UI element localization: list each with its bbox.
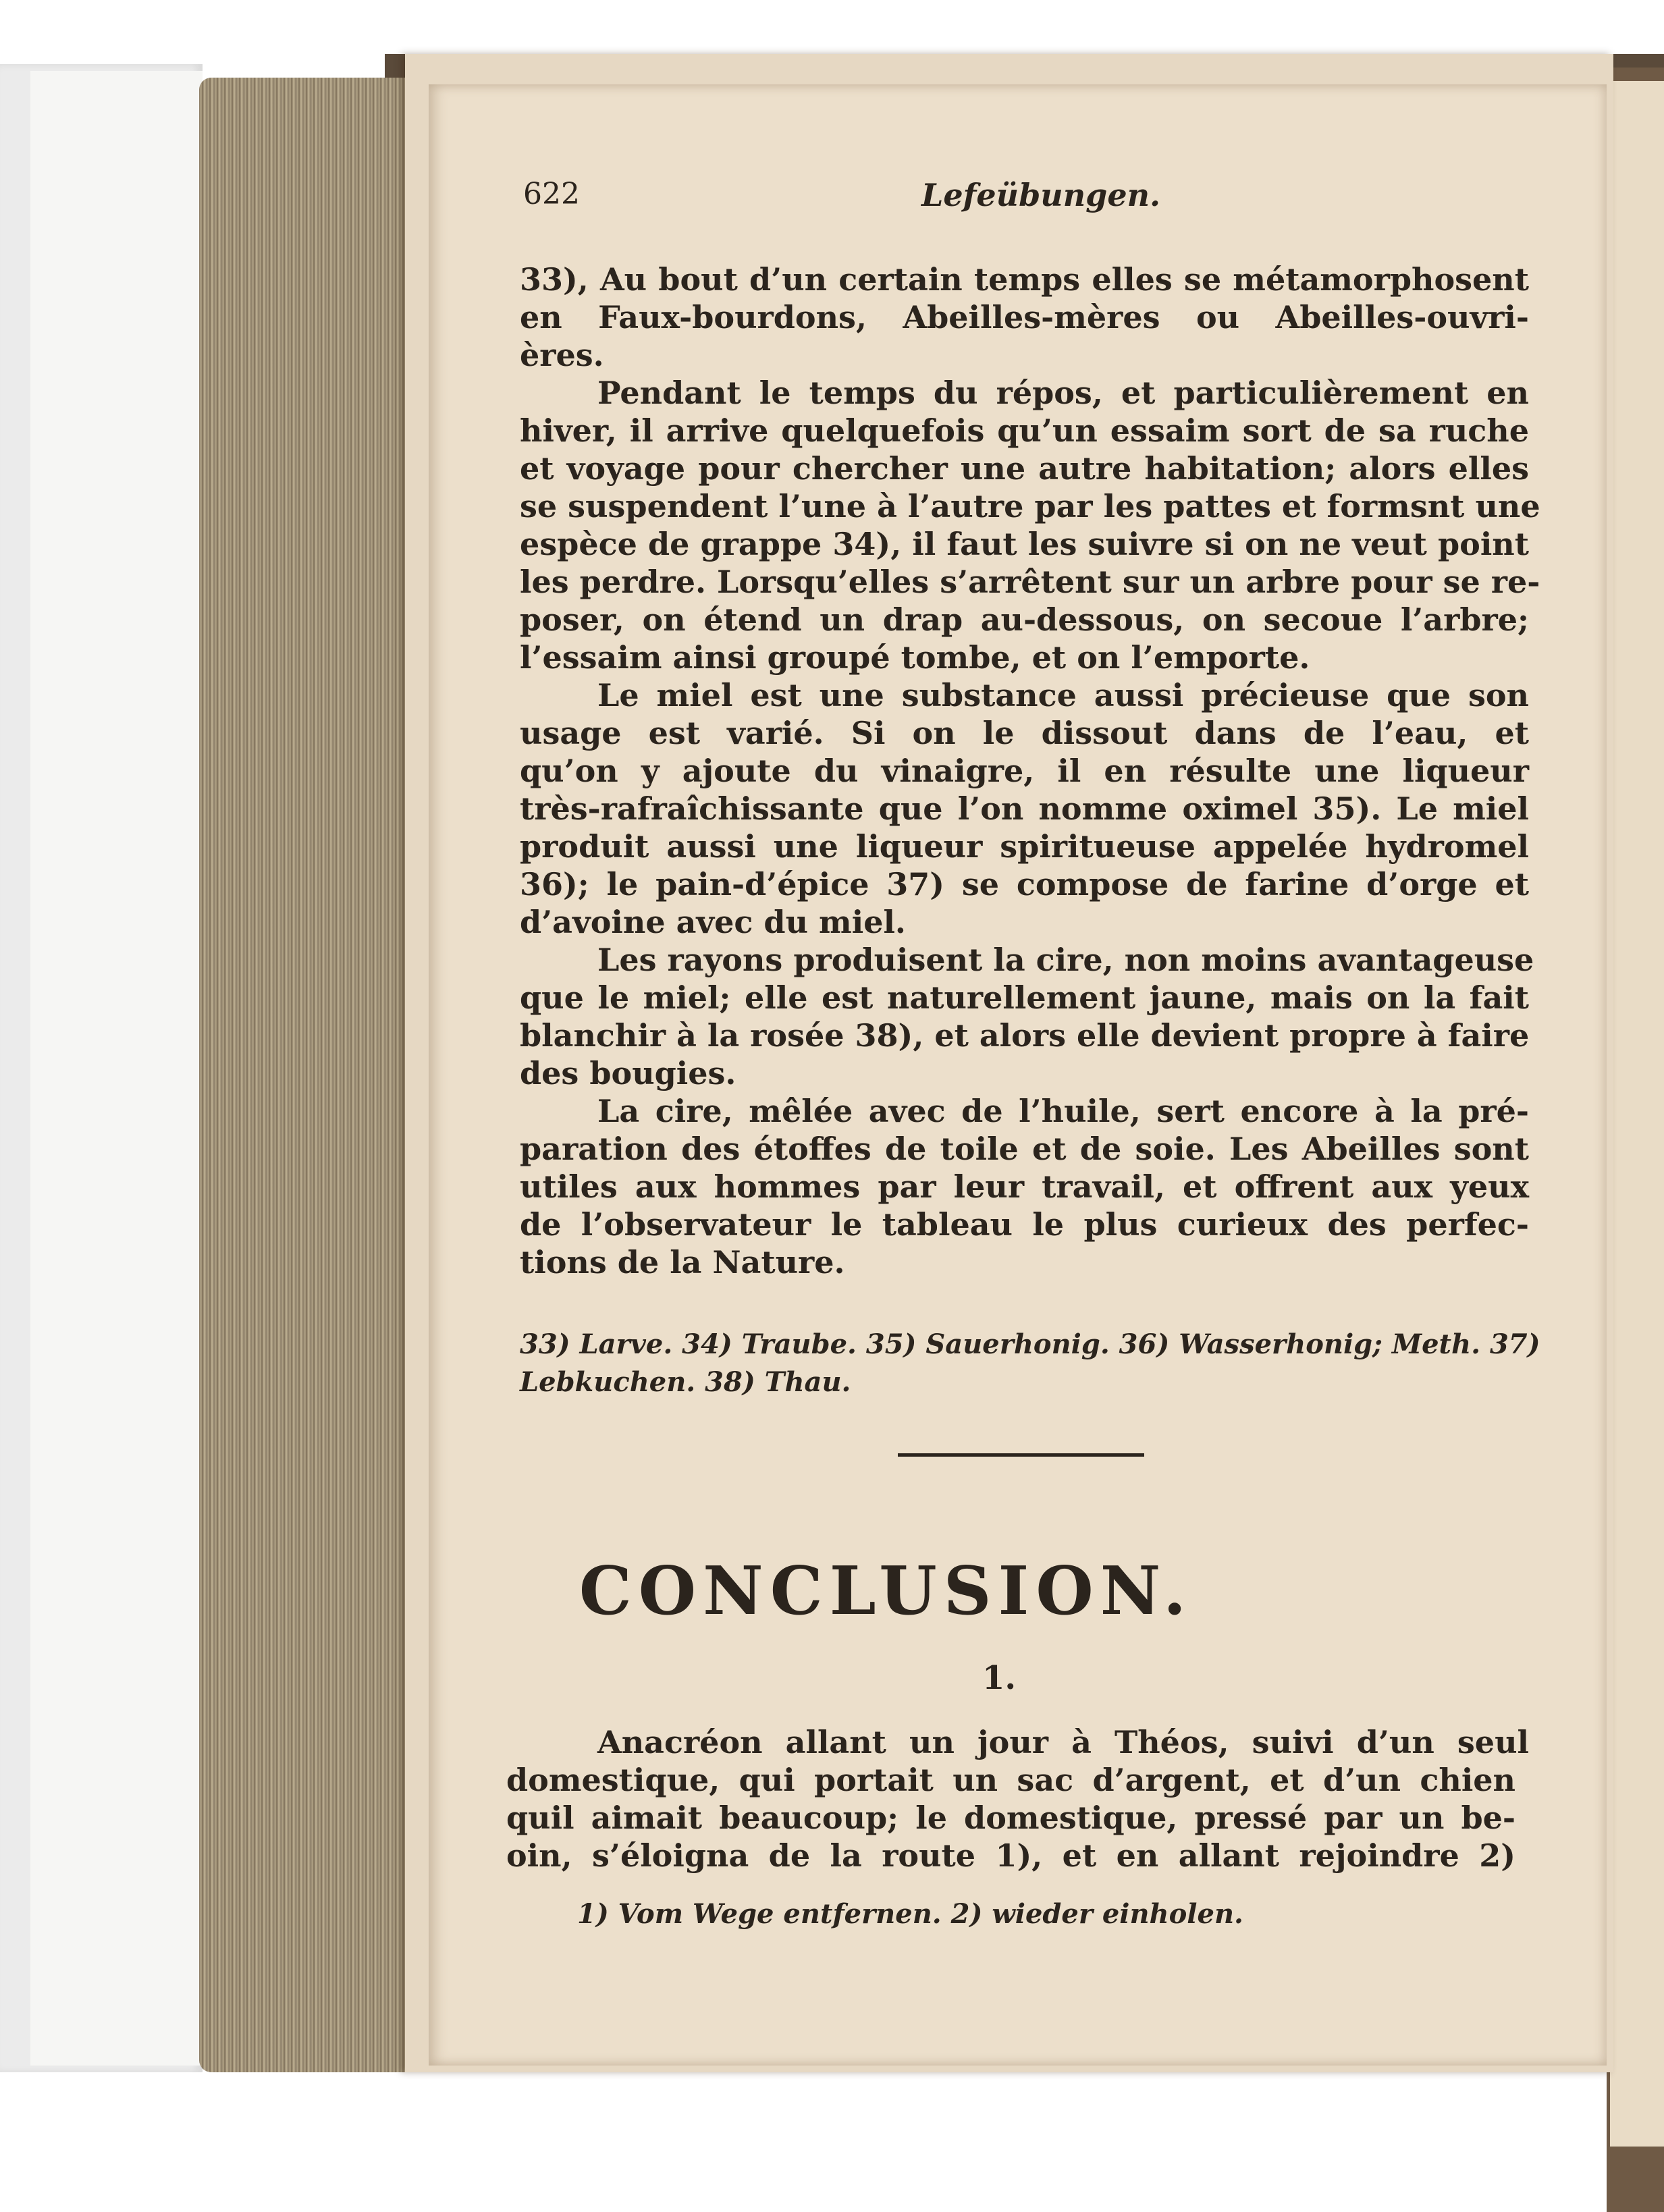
section-title: CONCLUSION. (579, 1553, 1193, 1630)
running-title: Lefeübungen. (921, 177, 1161, 213)
body-line: utiles aux hommes par leur travail, et offrent aux yeux (520, 1168, 1529, 1205)
body-line: d’avoine avec du miel. (520, 904, 906, 940)
facing-page-edge (1610, 81, 1664, 2147)
body-line: 36); le pain-d’épice 37) se compose de farine d’orge et (520, 866, 1529, 902)
body-line: et voyage pour chercher une autre habitation; alors elles (520, 450, 1529, 487)
body-line: blanchir à la rosée 38), et alors elle devient propre à faire (520, 1017, 1530, 1054)
body-line: Pendant le temps du répos, et particulièrement en (597, 375, 1529, 411)
body-line: Les rayons produisent la cire, non moins avantageuse (597, 942, 1534, 978)
background-strip (30, 71, 203, 2066)
body-line: hiver, il arrive quelquefois qu’un essaim sort de sa ruche (520, 412, 1529, 449)
body-line: ères. (520, 337, 604, 373)
footnote-line: 1) Vom Wege entfernen. 2) wieder einholen. (577, 1898, 1243, 1930)
body-line: paration des étoffes de toile et de soie. Les Abeilles sont (520, 1131, 1529, 1167)
body-line: de l’observateur le tableau le plus curieux des perfec- (520, 1206, 1529, 1243)
conclusion-line: oin, s’éloigna de la route 1), et en allant rejoindre 2) (506, 1837, 1515, 1874)
body-line: des bougies. (520, 1055, 736, 1091)
footnote-line: Lebkuchen. 38) Thau. (520, 1366, 851, 1398)
body-line: très-rafraîchissante que l’on nomme oximel 35). Le miel (520, 790, 1529, 827)
body-line: produit aussi une liqueur spiritueuse appelée hydromel (520, 828, 1529, 865)
body-line: que le miel; elle est naturellement jaune, mais on la fait (520, 979, 1529, 1016)
body-line: l’essaim ainsi groupé tombe, et on l’emporte. (520, 639, 1310, 676)
body-line: qu’on y ajoute du vinaigre, il en résulte une liqueur (520, 753, 1529, 789)
body-line: en Faux-bourdons, Abeilles-mères ou Abeilles-ouvri- (520, 299, 1529, 335)
conclusion-line: domestique, qui portait un sac d’argent, et d’un chien (506, 1762, 1515, 1798)
body-line: se suspendent l’une à l’autre par les pattes et formsnt une (520, 488, 1540, 524)
footnote-line: 33) Larve. 34) Traube. 35) Sauerhonig. 36) Wasserhonig; Meth. 37) (520, 1328, 1540, 1360)
body-line: les perdre. Lorsqu’elles s’arrêtent sur un arbre pour se re- (520, 564, 1540, 600)
section-number: 1. (982, 1659, 1017, 1697)
body-line: La cire, mêlée avec de l’huile, sert encore à la pré- (597, 1093, 1529, 1129)
body-line: espèce de grappe 34), il faut les suivre si on ne veut point (520, 526, 1529, 562)
body-line: Le miel est une substance aussi précieuse que son (597, 677, 1529, 713)
body-line: poser, on étend un drap au-dessous, on secoue l’arbre; (520, 601, 1529, 638)
page-number: 622 (523, 177, 580, 211)
page-block-edge (199, 78, 429, 2072)
body-line: usage est varié. Si on le dissout dans de l’eau, et (520, 715, 1529, 751)
body-line: 33), Au bout d’un certain temps elles se métamorphosent (520, 261, 1529, 298)
conclusion-line: quil aimait beaucoup; le domestique, pressé par un be- (506, 1800, 1515, 1836)
conclusion-line: Anacréon allant un jour à Théos, suivi d’un seul (597, 1724, 1529, 1760)
section-divider (898, 1453, 1144, 1457)
body-line: tions de la Nature. (520, 1244, 845, 1280)
